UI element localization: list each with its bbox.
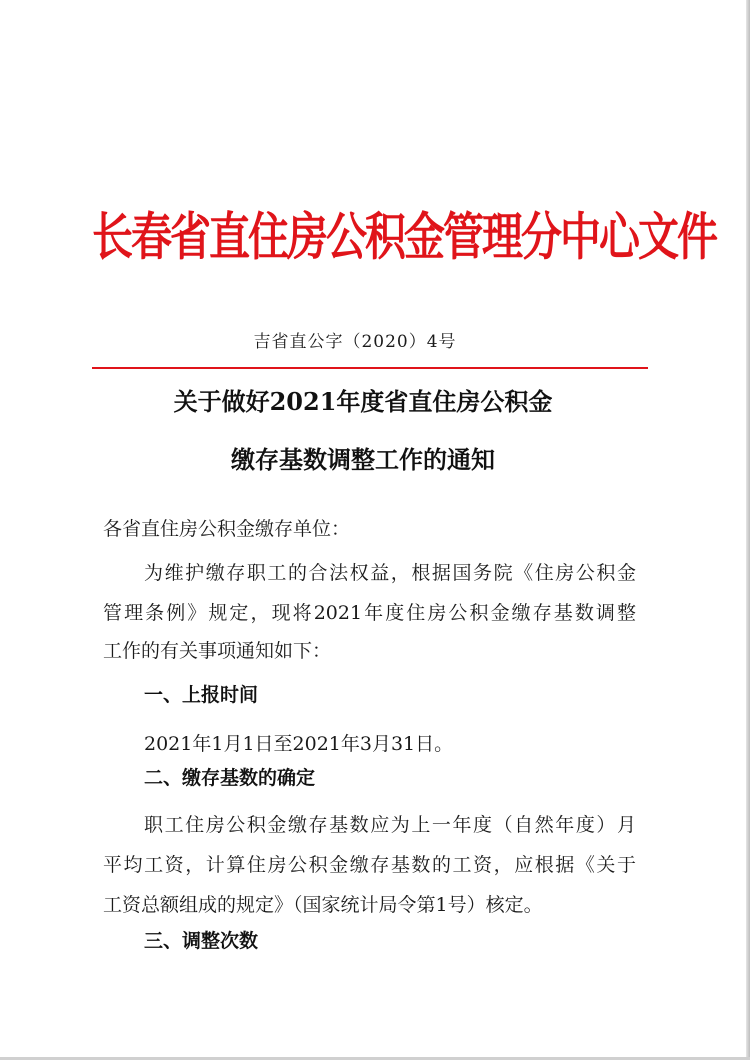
section-text-line: 职工住房公积金缴存基数应为上一年度（自然年度）月 (144, 814, 636, 836)
section-heading: 一、上报时间 (144, 684, 259, 706)
document-number: 吉省直公字（2020）4号 (253, 332, 457, 352)
addressee: 各省直住房公积金缴存单位： (103, 518, 351, 540)
scan-edge-right (746, 0, 750, 1060)
notice-title-line-1: 关于做好2021年度省直住房公积金 (173, 387, 553, 416)
intro-line: 工作的有关事项通知如下： (103, 640, 332, 662)
section-text-line: 2021年1月1日至2021年3月31日。 (144, 733, 454, 755)
document-header-title: 长春省直住房公积金管理分中心文件 (92, 207, 716, 267)
section-heading: 二、缴存基数的确定 (144, 767, 316, 789)
intro-line: 为维护缴存职工的合法权益，根据国务院《住房公积金 (144, 562, 636, 584)
intro-line: 管理条例》规定，现将2021年度住房公积金缴存基数调整 (103, 602, 636, 624)
notice-title-line-2: 缴存基数调整工作的通知 (231, 445, 495, 474)
section-text-line: 平均工资，计算住房公积金缴存基数的工资，应根据《关于 (103, 854, 636, 876)
red-divider-line (92, 367, 648, 369)
section-heading: 三、调整次数 (144, 930, 259, 952)
section-text-line: 工资总额组成的规定》（国家统计局令第1号）核定。 (103, 894, 543, 916)
